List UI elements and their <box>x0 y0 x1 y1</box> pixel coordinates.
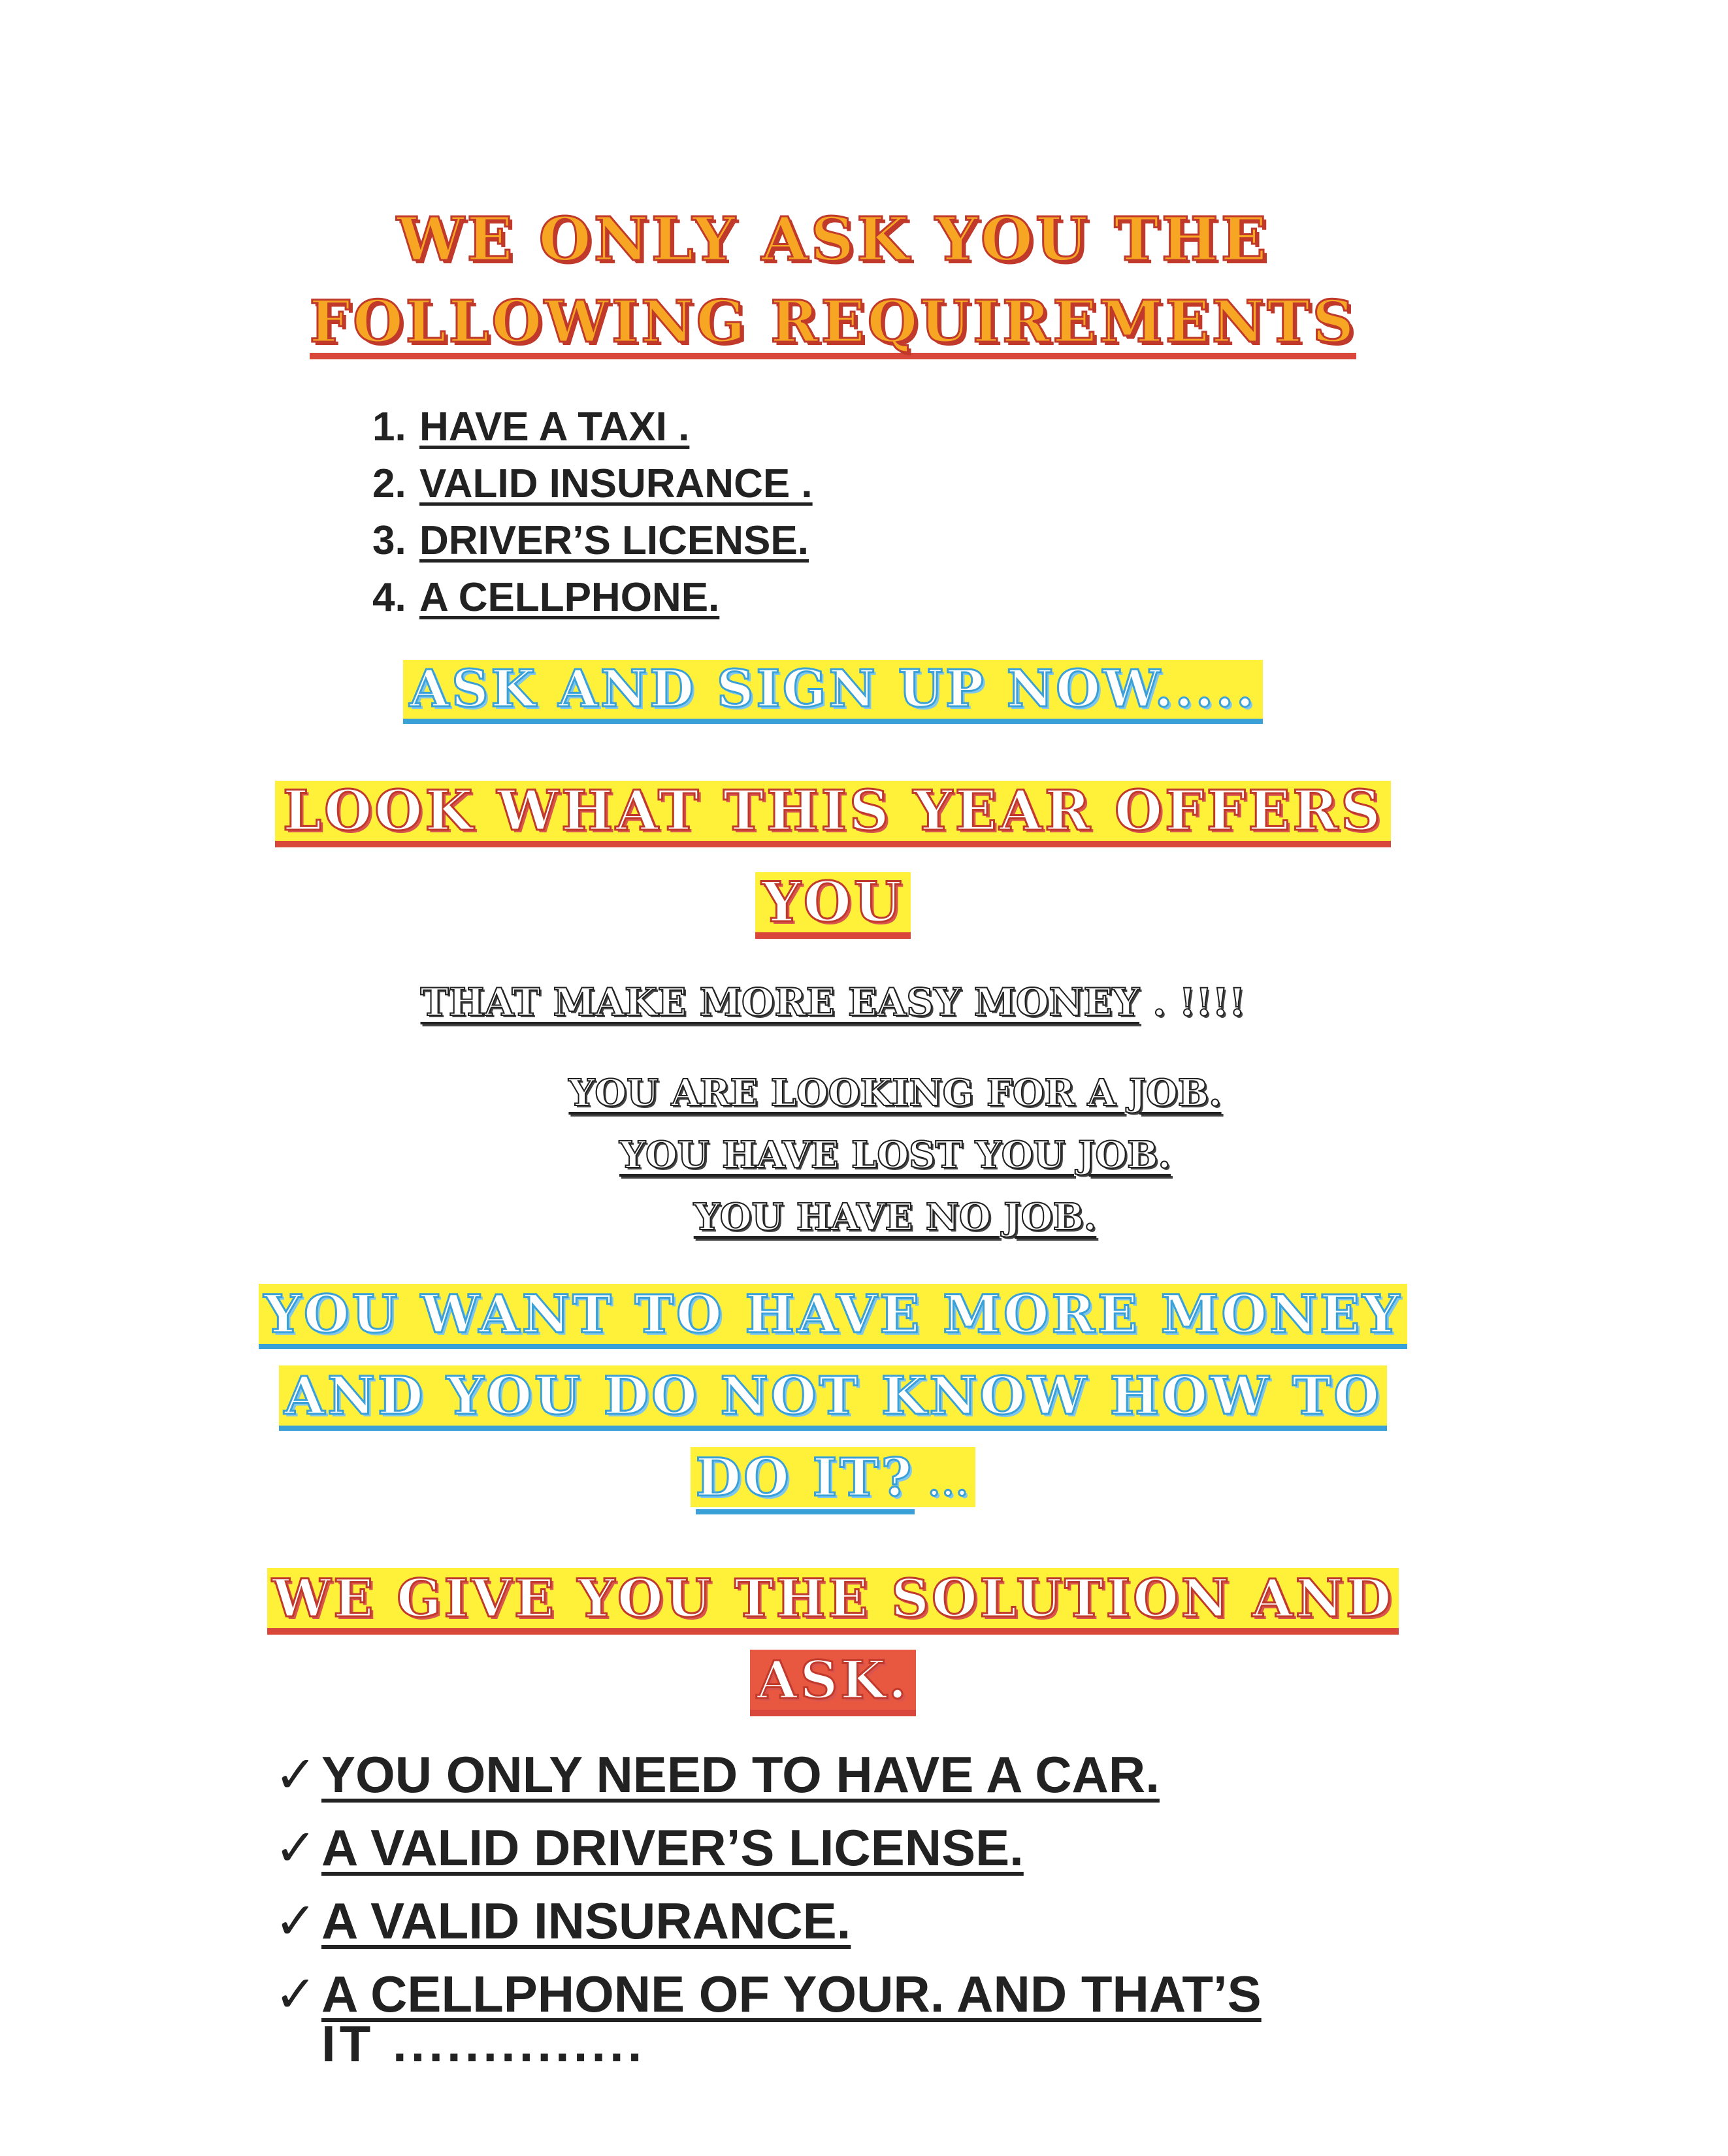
checklist <box>274 1738 1262 2031</box>
title-line-1: WE ONLY ASK YOU THE <box>397 204 1269 274</box>
list-item: 3. DRIVER’S LICENSE. <box>372 518 809 563</box>
list-item: 4. A CELLPHONE. <box>372 575 720 620</box>
list-item: ✓A VALID DRIVER’S LICENSE. <box>274 1811 1262 1884</box>
job-line-1: YOU ARE LOOKING FOR A JOB. <box>568 1071 1222 1115</box>
list-item: 2. VALID INSURANCE . <box>372 461 813 506</box>
list-item: ✓YOU ONLY NEED TO HAVE A CAR. <box>274 1738 1262 1811</box>
job-line-2: YOU HAVE LOST YOU JOB. <box>619 1134 1171 1177</box>
check-icon: ✓ <box>274 1965 318 2024</box>
money-line-3: DO IT? ... <box>0 1447 1666 1507</box>
list-item: ✓A VALID INSURANCE. <box>274 1884 1262 1957</box>
offer-line-2: YOU <box>0 872 1666 939</box>
solution-line-2: ASK. <box>0 1650 1666 1716</box>
check-icon: ✓ <box>274 1892 318 1951</box>
cutoff-line: IT .............. <box>321 2015 646 2072</box>
check-icon: ✓ <box>274 1746 318 1805</box>
list-item: 1. HAVE A TAXI . <box>372 404 690 449</box>
list-item: ✓A CELLPHONE OF YOUR. AND THAT’S <box>274 1957 1262 2031</box>
offer-line-1: LOOK WHAT THIS YEAR OFFERS <box>0 781 1666 847</box>
money-line-2: AND YOU DO NOT KNOW HOW TO <box>0 1365 1666 1431</box>
requirements-list <box>372 399 813 626</box>
easy-money-line: THAT MAKE MORE EASY MONEY . !!!! <box>420 980 1246 1024</box>
ask-sign-up-banner: ASK AND SIGN UP NOW..... <box>0 660 1666 724</box>
title-line-2: FOLLOWING REQUIREMENTS <box>0 293 1666 359</box>
money-line-1: YOU WANT TO HAVE MORE MONEY <box>0 1284 1666 1349</box>
solution-line-1: WE GIVE YOU THE SOLUTION AND <box>0 1568 1666 1635</box>
check-icon: ✓ <box>274 1819 318 1878</box>
job-line-3: YOU HAVE NO JOB. <box>693 1196 1097 1239</box>
